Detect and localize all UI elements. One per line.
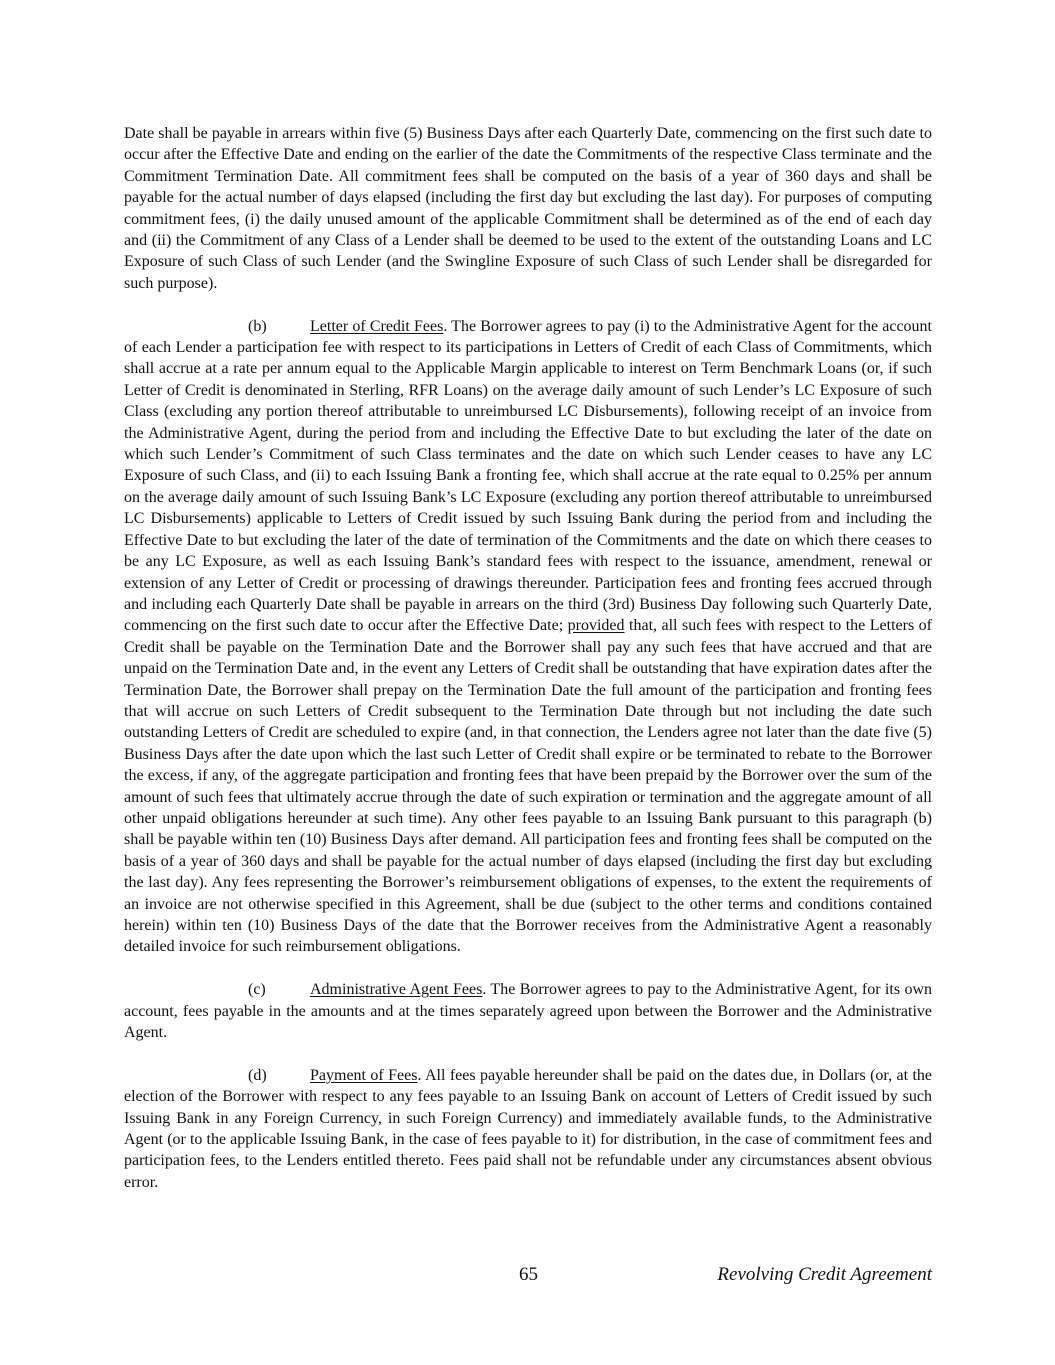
- section-title: Letter of Credit Fees: [310, 317, 444, 335]
- section-label: (d): [248, 1066, 267, 1084]
- paragraph-text: . The Borrower agrees to pay to the Administrative Agent, for its own account, fees payable in the amounts and at the times separately agreed upon between the Borrower and the Administrative Agent.: [124, 981, 933, 1042]
- section-title: Administrative Agent Fees: [310, 981, 483, 999]
- paragraph-text: . The Borrower agrees to pay (i) to the Administrative Agent for the account of each Lender a participation fee with respect to its participations in Letters of Credit of each Class of Commitments, which shall accrue at a rate per annum equal to the Applicable Margin applicable to interest on Term Benchmark Loans (or, if such Letter of Credit is denominated in Sterling, RFR Loans) on the average daily amount of such Lender’s LC Exposure of such Class (excluding any portion thereof attributable to unreimbursed LC Disbursements), following receipt of an invoice from the Administrative Agent, during the period from and including the Effective Date to but excluding the later of the date on which such Lender’s Commitment of such Class terminates and the date on which such Lender ceases to have any LC Exposure of such Class, and (ii) to each Issuing Bank a fronting fee, which shall accrue at the rate equal to 0.25% per annum on the average daily amount of such Issuing Bank’s LC Exposure (excluding any portion thereof attributable to unreimbursed LC Disbursements) applicable to Letters of Credit issued by such Issuing Bank during the period from and including the Effective Date to but excluding the later of the date of termination of the Commitments and the date on which there ceases to be any LC Exposure, as well as each Issuing Bank’s standard fees with respect to the issuance, amendment, renewal or extension of any Letter of Credit or processing of drawings thereunder. Participation fees and fronting fees accrued through and including each Quarterly Date shall be payable in arrears on the third (3rd) Business Day following such Quarterly Date, commencing on the first such date to occur after the Effective Date;: [124, 317, 933, 635]
- paragraph-text: . All fees payable hereunder shall be paid on the dates due, in Dollars (or, at the election of the Borrower with respect to any fees payable to an Issuing Bank on account of Letters of Credit issued by such Issuing Bank in any Foreign Currency, in such Foreign Currency) and immediately available funds, to the Administrative Agent (or to the applicable Issuing Bank, in the case of fees payable to it) for distribution, in the case of commitment fees and participation fees, to the Lenders entitled thereto. Fees paid shall not be refundable under any circumstances absent obvious error.: [124, 1066, 933, 1191]
- section-label: (b): [248, 317, 267, 335]
- paragraph-c: [124, 979, 932, 1043]
- paragraph-b: [124, 316, 932, 958]
- document-body: [124, 123, 932, 1215]
- paragraph-text: Date shall be payable in arrears within five (5) Business Days after each Quarterly Date, commencing on the first such date to occur after the Effective Date and ending on the earlier of the date the Commitments of the respective Class terminate and the Commitment Termination Date. All commitment fees shall be computed on the basis of a year of 360 days and shall be payable for the actual number of days elapsed (including the first day but excluding the last day). For purposes of computing commitment fees, (i) the daily unused amount of the applicable Commitment shall be determined as of the end of each day and (ii) the Commitment of any Class of a Lender shall be deemed to be used to the extent of the outstanding Loans and LC Exposure of such Class of such Lender (and the Swingline Exposure of such Class of such Lender shall be disregarded for such purpose).: [124, 125, 932, 292]
- paragraph-text: that, all such fees with respect to the Letters of Credit shall be payable on the Termination Date and the Borrower shall pay any such fees that have accrued and that are unpaid on the Termination Date and, in the event any Letters of Credit shall be outstanding that have expiration dates after the Termination Date, the Borrower shall prepay on the Termination Date the full amount of the participation and fronting fees that will accrue on such Letters of Credit subsequent to the Termination Date through but not including the date such outstanding Letters of Credit are scheduled to expire (and, in that connection, the Lenders agree not later than the date five (5) Business Days after the date upon which the last such Letter of Credit shall expire or be terminated to rebate to the Borrower the excess, if any, of the aggregate participation and fronting fees that have been prepaid by the Borrower over the sum of the amount of such fees that ultimately accrue through the date of such expiration or termination and the aggregate amount of all other unpaid obligations hereunder at such time). Any other fees payable to an Issuing Bank pursuant to this paragraph (b) shall be payable within ten (10) Business Days after demand. All participation fees and fronting fees shall be computed on the basis of a year of 360 days and shall be payable for the actual number of days elapsed (including the first day but excluding the last day). Any fees representing the Borrower’s reimbursement obligations of expenses, to the extent the requirements of an invoice are not otherwise specified in this Agreement, shall be due (subject to the other terms and conditions contained herein) within ten (10) Business Days of the date that the Borrower receives from the Administrative Agent a reasonably detailed invoice for such reimbursement obligations.: [124, 617, 933, 956]
- page-footer: [124, 1264, 932, 1288]
- section-title: Payment of Fees: [310, 1066, 418, 1084]
- paragraph-continuation: [124, 123, 932, 294]
- section-label: (c): [248, 981, 266, 999]
- page-number: 65: [519, 1264, 538, 1285]
- provided-term: provided: [567, 617, 625, 635]
- footer-document-title: Revolving Credit Agreement: [717, 1264, 932, 1285]
- paragraph-d: [124, 1065, 932, 1193]
